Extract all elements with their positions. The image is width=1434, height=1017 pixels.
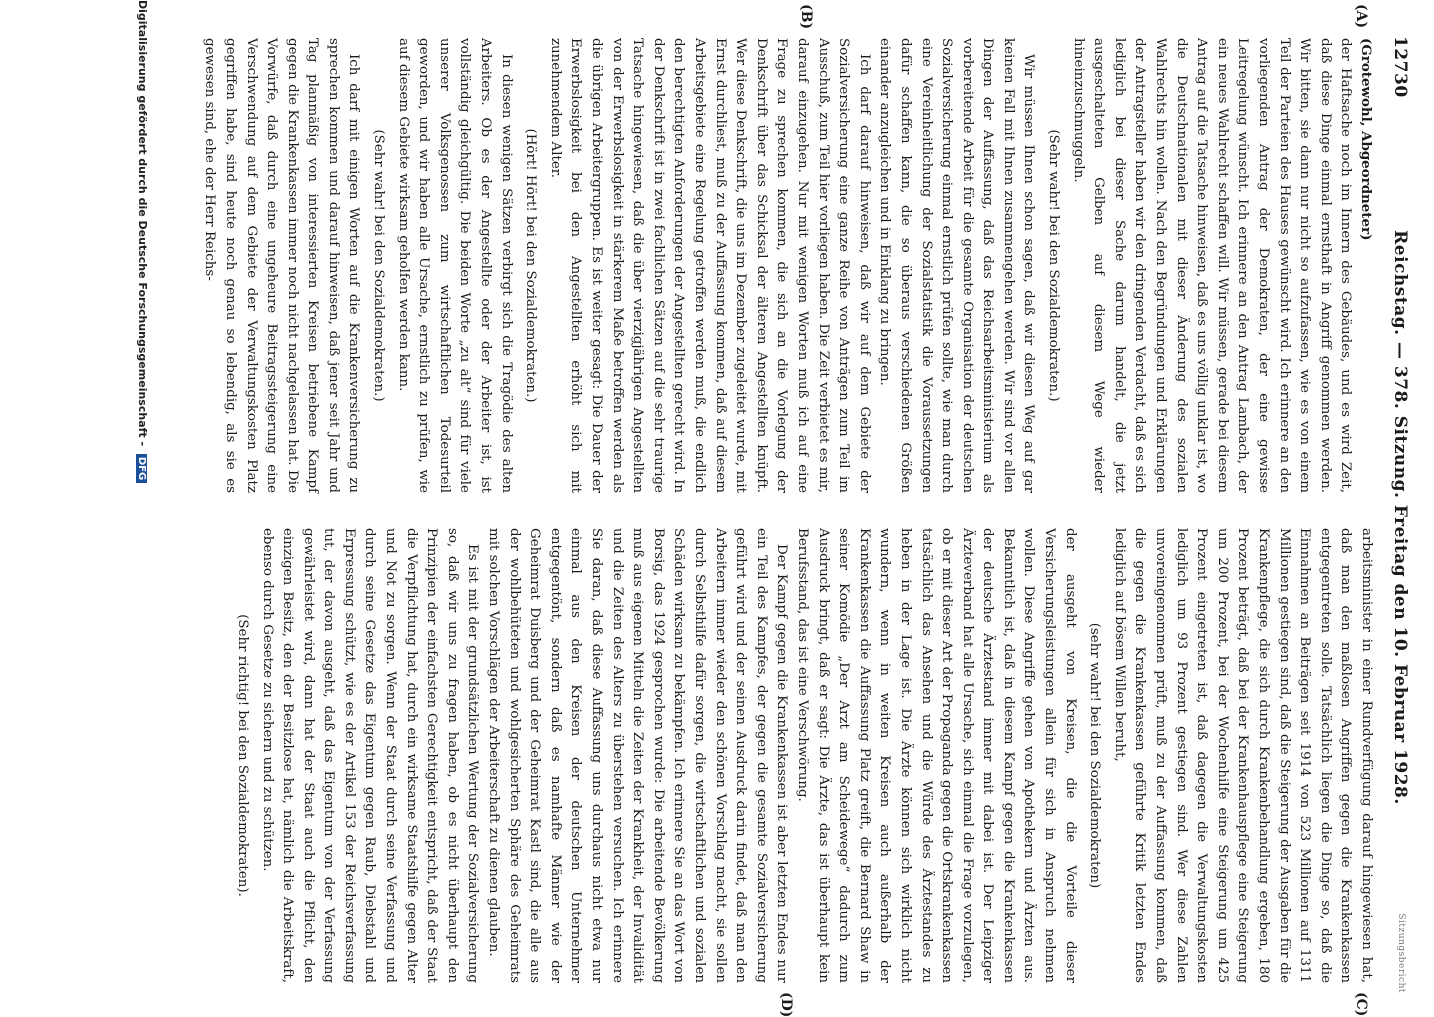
page-header <box>1382 30 1414 1005</box>
library-stamp: Sitzungsbericht <box>1396 913 1406 993</box>
margin-letter-b: (B) <box>798 4 814 30</box>
margin-letter-a: (A) <box>1353 4 1369 29</box>
paragraph: arbeitsminister in einer Rundverfügung darauf hingewiesen hat, daß man den maßlosen Angriffen gegen die Krankenkassen entgegentreten solle. Tatsächlich liegen die Dinge so, daß die Einnahmen an Beiträgen seit 1914 von 523 Millionen auf 1311 Millionen gestiegen sind, daß die Steigerung der Ausgaben für die Krankenpflege, die sich durch Krankenbehandlung ergeben, 180 Prozent beträgt, daß bei der Krankenhauspflege eine Steigerung um 200 Prozent, bei der Wochenhilfe eine Steigerung um 425 Prozent eingetreten ist, daß dagegen die Verwaltungskosten lediglich um 93 Prozent gestiegen sind. Wer diese Zahlen unvoreingenommen prüft, muß zu der Auffassung kommen, daß die gegen die Krankenkassen geführte Kritik letzten Endes lediglich auf bösem Willen beruht, <box>1111 528 1374 983</box>
interjection: (Sehr wahr! bei den Sozialdemokraten.) <box>1046 129 1062 402</box>
margin-letter-c: (C) <box>1353 992 1369 1017</box>
dfg-logo: DFG <box>136 454 147 483</box>
paragraph: Es ist mit der grundsätzlichen Wertung der Sozialversicherung so, daß wir uns zu fragen haben, ob es nicht überhaupt den Prinzipien der einfachsten Gerechtigkeit entspricht, daß der Staat die Verpflichtung hat, durch ein wirksame Staatshilfe gegen Alter und Not zu sorgen. Wenn der Staat durch seine Verfassung und durch seine Gesetze das Eigentum gegen Raub, Diebstahl und Erpressung schützt, wie es der Artikel 153 der Reichsverfassung tut, der davon ausgeht, daß das Eigentum von der Verfassung gewährleistet wird, dann hat der Staat auch die Pflicht, den einzigen Besitz, den der Besitzlose hat, nämlich die Arbeitskraft, ebenso durch Gesetze zu sichern und zu schützen. <box>259 528 481 983</box>
paragraph: Wir müssen Ihnen schon sagen, daß wir diesen Weg auf gar keinen Fall mit Ihnen zusammengehen werden. Wir sind vor allen Dingen der Auffassung, daß das Reichsarbeitsministerium als vorbereitende Arbeit für die gesamte Organisation der deutschen Sozialversicherung einmal ernstlich prüfen sollte, wie man durch eine Vereinheitlichung der Sozialstatistik die Voraussetzungen dafür schaffen kann, die so überaus verschiedenen Größen einander anzugleichen und in Einklang zu bringen. <box>877 38 1037 493</box>
right-column <box>234 528 1376 983</box>
paragraph: der ausgeht von Kreisen, die die Vorteile dieser Versicherungsleistungen allein für sich in Anspruch nehmen wollen. Diese Angriffe gehen von Apothekern und Ärzten aus. Bekanntlich ist, daß in diesem Kampf gegen die Krankenkassen der deutsche Ärztestand immer mit dabei ist. Der Leipziger Ärzteverband hat alle Ursache, sich einmal die Frage vorzulegen, ob er mit dieser Art der Propaganda gegen die Ortskrankenkassen tatsächlich das Ansehen und die Würde des Ärztestandes zu heben in der Lage ist. Die Ärzte können sich wirklich nicht wundern, wenn in weiten Kreisen auch außerhalb der Krankenkassen die Auffassung Platz greift, die Bernard Shaw in seiner Komödie „Der Arzt am Scheidewege“ dadurch zum Ausdruck bringt, daß er sagt: Die Ärzte, das ist überhaupt kein Berufsstand, das ist eine Verschwörung. <box>794 528 1078 983</box>
margin-letter-d: (D) <box>778 992 794 1017</box>
paragraph: Ich darf mit einigen Worten auf die Krankenversicherung zu sprechen kommen und darauf hinweisen, daß jener seit Jahr und Tag planmäßig von interessierten Kreisen betriebene Kampf gegen die Krankenkassen immer noch nicht nachgelassen hat. Die Vorwürfe, daß durch eine ungeheure Beitragssteigerung eine Verschwendung auf dem Gebiete der Verwaltungskosten Platz gegriffen habe, sind heute noch genau so lebendig, als sie es gewesen sind, ehe der Herr Reichs- <box>202 38 362 493</box>
document-sheet <box>104 4 1414 1017</box>
paragraph: der Haftsache noch im Innern des Gebäudes, und es wird Zeit, daß diese Dinge einmal ernsthaft in Angriff genommen werden. Wir bitten, sie dann nur nicht so aufzufassen, wie es von einem Teil der Parteien des Hauses gewünscht wird. Ich erinnere an den vorliegenden Antrag der Demokraten, der eine gewisse Leitregelung wünscht. Ich erinnere an den Antrag Lambach, der ein neues Wahlrecht schaffen will. Wir müssen, gerade bei diesem Antrag auf die Tatsache hinweisen, daß es uns völlig unklar ist, wo die Deutschnationalen mit dieser Änderung des sozialen Wahlrechts hin wollen. Nach den Begründungen und Erklärungen der Antragsteller haben wir den dringenden Verdacht, daß es sich lediglich bei dieser Sache darum handelt, die jetzt ausgeschalteten Gelben auf diesem Wege wieder hineinzuschmuggeln. <box>1070 38 1354 493</box>
page-number: 12730 <box>1390 36 1410 98</box>
interjection: (Sehr richtig! bei den Sozialdemokraten). <box>234 614 250 897</box>
interjection: (Hört! Hört! bei den Sozialdemokraten.) <box>523 128 539 403</box>
paragraph: Der Kampf gegen die Krankenkassen ist aber letzten Endes nur ein Teil des Kampfes, der gegen die gesamte Sozialversicherung geführt wird und der seinen Ausdruck darin findet, daß man den Arbeitern immer wieder den schönen Vorschlag macht, sie sollen durch Selbsthilfe dafür sorgen, die wirtschaftlichen und sozialen Schäden wirksam zu bekämpfen. Ich erinnere Sie an das Wort von Borsig, das 1924 gesprochen wurde: Die arbeitende Bevölkerung muß aus eigenen Mitteln die Zeiten der Krankheit, der Invalidität und die Zeiten des Alters zu überstehen versuchen. Ich erinnere Sie daran, daß diese Auffassung uns durchaus nicht etwa nur einmal aus den Kreisen der deutschen Unternehmer entgegentönt, sondern daß es namhafte Männer wie der Geheimrat Duisberg und der Geheimrat Kastl sind, die alle aus der wohlbehüteten und wohlgesicherten Sphäre des Geheimrats mit solchen Vorschlägen der Arbeiterschaft zu dienen glauben. <box>486 528 790 983</box>
page-title: Reichstag. — 378. Sitzung. Freitag den 10. Februar 1928. <box>1390 230 1410 805</box>
paragraph: In diesen wenigen Sätzen verbirgt sich die Tragödie des alten Arbeiters. Ob es der Angestellte oder der Arbeiter ist, ist vollständig gleichgültig. Die beiden Worte „zu alt“ sind für viele unserer Volksgenossen zum wirtschaftlichen Todesurteil geworden, und wir haben alle Ursache, ernstlich zu prüfen, wie auf diesem Gebiete wirksam geholfen werden kann. <box>395 38 514 493</box>
digitization-credit <box>136 0 149 1000</box>
speaker-label: (Grotewohl, Abgeordneter) <box>1358 38 1374 241</box>
interjection: (sehr wahr! bei den Sozialdemokraten) <box>1087 622 1103 889</box>
left-column <box>202 38 1376 493</box>
interjection: (Sehr wahr! bei den Sozialdemokraten.) <box>371 129 387 402</box>
credit-text: Digitalisierung gefördert durch die Deutsche Forschungsgemeinschaft - <box>136 0 149 447</box>
paragraph: Ich darf darauf hinweisen, daß wir auf dem Gebiete der Sozialversicherung eine ganze Reihe von Anträgen zum Teil im Ausschuß, zum Teil hier vorliegen haben. Die Zeit verbietet es mir, darauf einzugehen. Nur mit wenigen Worten muß ich auf eine Frage zu sprechen kommen, die sich an die Vorlegung der Denkschrift über das Schicksal der älteren Angestellten knüpft. Wer diese Denkschrift, die uns im Dezember zugeleitet wurde, mit Ernst durchliest, muß zu der Auffassung kommen, daß auf diesem Arbeitsgebiete eine Regelung getroffen werden muß, die endlich den berechtigten Anforderungen der Angestellten gerecht wird. In der Denkschrift ist in zwei fachlichen Sätzen auf die sehr traurige Tatsache hingewiesen, daß die über vierzigjährigen Angestellten von der Erwerbslosigkeit in stärkerem Maße betroffen werden als die übrigen Arbeitergruppen. Es ist weiter gesagt: Die Dauer der Erwerbslosigkeit bei den Angestellten erhöht sich mit zunehmendem Alter. <box>547 38 872 493</box>
